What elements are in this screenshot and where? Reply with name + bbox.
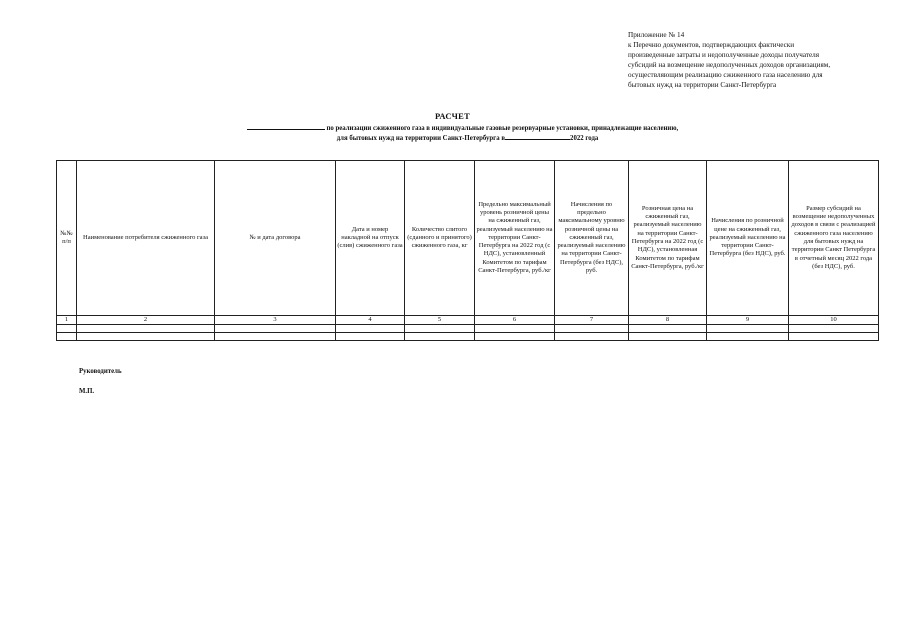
table-cell	[475, 325, 555, 333]
table-cell	[405, 325, 475, 333]
column-number: 10	[789, 316, 879, 325]
column-header: Начисления по предельно максимальному уровню розничной цены на сжиженный газ, реализуемый населению на территории Санкт-Петербурга (без НДС), руб.	[555, 161, 629, 316]
table-cell	[57, 325, 77, 333]
table-cell	[707, 325, 789, 333]
blank-line	[505, 132, 570, 140]
table-cell	[336, 333, 405, 341]
table-cell	[405, 333, 475, 341]
subtitle-text: по реализации сжиженного газа в индивидуальные газовые резервуарные установки, принадлежащие населению,	[326, 125, 679, 132]
appendix-line: бытовых нужд на территории Санкт-Петербурга	[628, 81, 777, 90]
column-header: Дата и номер накладной на отпуск (слив) сжиженного газа	[336, 161, 405, 316]
table-cell	[57, 333, 77, 341]
document-subtitle-period	[0, 132, 905, 142]
column-number: 2	[77, 316, 215, 325]
table-cell	[475, 333, 555, 341]
table-cell	[789, 333, 879, 341]
table-row	[57, 333, 879, 341]
table-cell	[77, 325, 215, 333]
column-number: 8	[629, 316, 707, 325]
appendix-note	[628, 30, 893, 91]
appendix-line: субсидий на возмещение недополученных доходов организациям,	[628, 61, 831, 70]
appendix-line: произведенные затраты и недополученные доходы получателя	[628, 51, 820, 60]
column-number: 1	[57, 316, 77, 325]
table-cell	[215, 333, 336, 341]
appendix-line: Приложение № 14	[628, 31, 685, 39]
column-header: №№ п/п	[57, 161, 77, 316]
subtitle-text: 2022 года	[570, 135, 599, 142]
column-number: 3	[215, 316, 336, 325]
blank-line	[247, 122, 325, 130]
column-number: 5	[405, 316, 475, 325]
table-cell	[77, 333, 215, 341]
column-number: 9	[707, 316, 789, 325]
document-title: РАСЧЕТ	[434, 111, 471, 121]
table-cell	[215, 325, 336, 333]
column-header: Розничная цена на сжиженный газ, реализуемый населению на территории Санкт-Петербурга на 2022 год (с НДС), установленная Комитетом по тарифам Санкт-Петербурга, руб./кг	[629, 161, 707, 316]
column-header: Предельно максимальный уровень розничной цены на сжиженный газ, реализуемый населению на территории Санкт-Петербурга на 2022 год (с НДС), установленный Комитетом по тарифам Санкт-Петербурга, руб./кг	[475, 161, 555, 316]
document-subtitle	[0, 122, 905, 132]
table-cell	[789, 325, 879, 333]
column-number: 4	[336, 316, 405, 325]
column-header: Количество слитого (сданного и принятого) сжиженного газа, кг	[405, 161, 475, 316]
appendix-line: к Перечню документов, подтверждающих фактически	[628, 41, 795, 50]
table-cell	[629, 325, 707, 333]
table-cell	[555, 325, 629, 333]
table-cell	[336, 325, 405, 333]
column-header: № и дата договора	[215, 161, 336, 316]
column-number-row	[57, 316, 879, 325]
calculation-table	[56, 160, 879, 341]
table-cell	[555, 333, 629, 341]
table-cell	[707, 333, 789, 341]
column-header: Размер субсидий на возмещение недополученных доходов в связи с реализацией сжиженного газа населению для бытовых нужд на территории Санкт Петербурга в отчетный месяц 2022 года (без НДС), руб.	[789, 161, 879, 316]
table-row	[57, 325, 879, 333]
column-number: 7	[555, 316, 629, 325]
signature-head-label: Руководитель	[79, 368, 122, 375]
table-header-row	[57, 161, 879, 316]
column-header: Наименование потребителя сжиженного газа	[77, 161, 215, 316]
subtitle-text: для бытовых нужд на территории Санкт-Петербурга в	[336, 135, 506, 142]
table-cell	[629, 333, 707, 341]
column-header: Начисления по розничной цене на сжиженный газ, реализуемый населению на территории Санкт-Петербурга (без НДС), руб.	[707, 161, 789, 316]
appendix-line: осуществляющим реализацию сжиженного газа населению для	[628, 71, 823, 80]
stamp-place-label: М.П.	[79, 388, 95, 395]
column-number: 6	[475, 316, 555, 325]
